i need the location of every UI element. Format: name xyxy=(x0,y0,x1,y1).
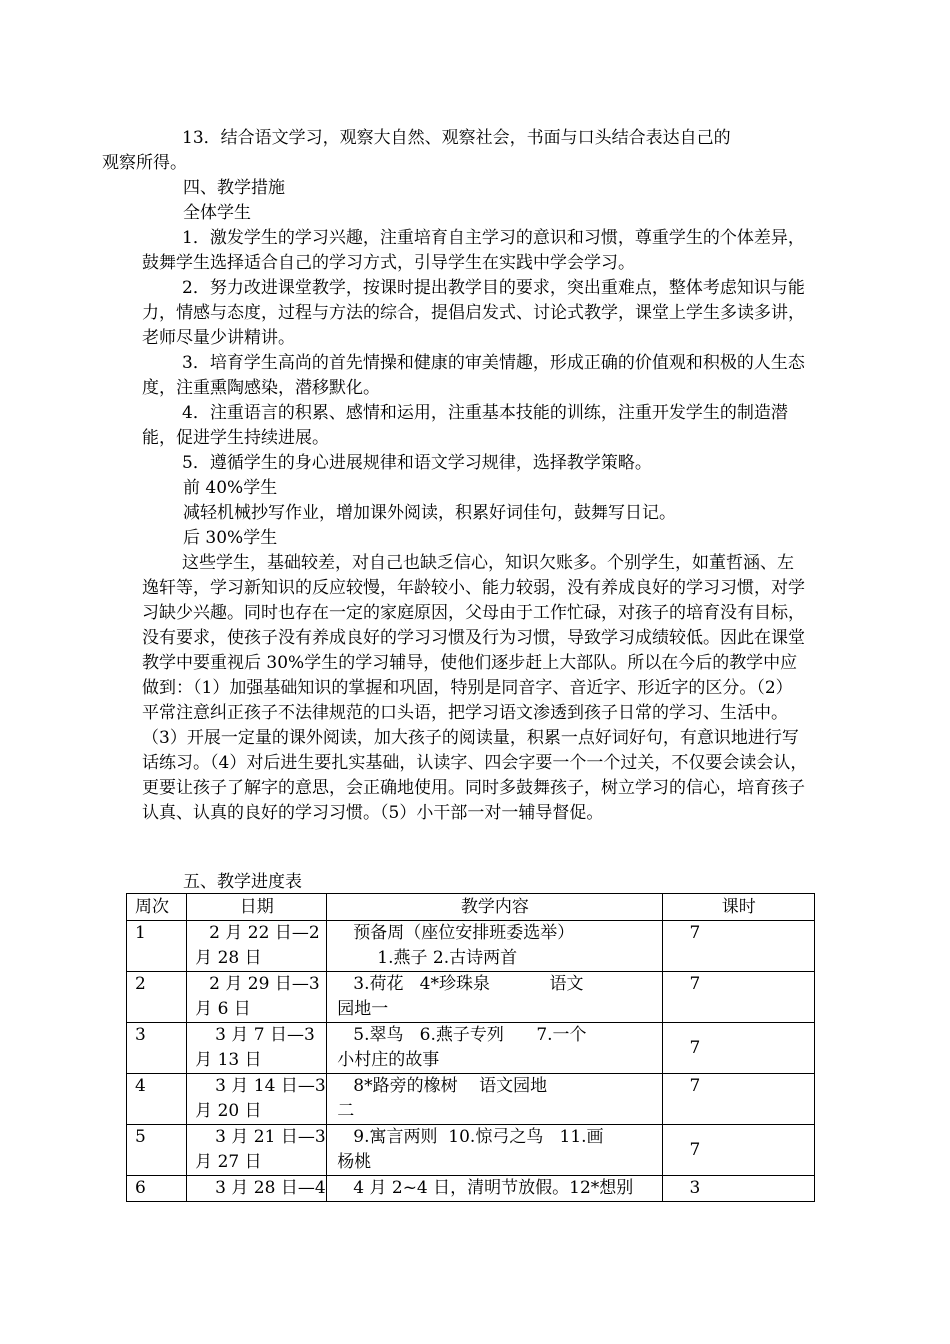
header-date: 日期 xyxy=(187,894,327,921)
content-line-1: 4 月 2~4 日，清明节放假。12*想别 xyxy=(353,1178,634,1198)
schedule-header-row xyxy=(127,894,815,921)
date-start: 2 月 22 日—2 xyxy=(209,923,320,943)
date-start: 3 月 14 日—3 xyxy=(215,1076,326,1096)
hours-cell: 7 xyxy=(663,921,815,972)
table-row xyxy=(127,972,815,1023)
date-end: 月 13 日 xyxy=(195,1050,262,1070)
date-cell xyxy=(187,1125,327,1176)
top-40-heading: 前 40%学生 xyxy=(183,478,278,498)
week-cell: 4 xyxy=(127,1074,187,1125)
hours-cell: 7 xyxy=(663,1074,815,1125)
measure-5: 5．遵循学生的身心进展规律和语文学习规律，选择教学策略。 xyxy=(182,453,652,473)
date-end: 月 20 日 xyxy=(195,1101,262,1121)
table-row xyxy=(127,1074,815,1125)
content-line-2: 二 xyxy=(337,1101,355,1121)
content-line-1: 预备周（座位安排班委选举） xyxy=(353,923,575,943)
bottom-30-heading: 后 30%学生 xyxy=(183,528,278,548)
content-line-1: 5.翠鸟 6.燕子专列 7.一个 xyxy=(353,1025,587,1045)
header-hours: 课时 xyxy=(663,894,815,921)
date-cell xyxy=(187,1176,327,1202)
week-cell: 3 xyxy=(127,1023,187,1074)
date-start: 3 月 7 日—3 xyxy=(215,1025,315,1045)
date-start: 2 月 29 日—3 xyxy=(209,974,320,994)
header-week: 周次 xyxy=(127,894,187,921)
measure-4: 4．注重语言的积累、感情和运用，注重基本技能的训练，注重开发学生的制造潜能，促进学生持续进展。 xyxy=(142,403,788,448)
date-cell xyxy=(187,1023,327,1074)
date-cell xyxy=(187,1074,327,1125)
table-row xyxy=(127,1176,815,1202)
content-cell xyxy=(327,921,663,972)
week-cell: 2 xyxy=(127,972,187,1023)
hours-cell: 3 xyxy=(663,1176,815,1202)
week-cell: 1 xyxy=(127,921,187,972)
hours-cell: 7 xyxy=(663,972,815,1023)
schedule-table xyxy=(126,893,815,1202)
table-row xyxy=(127,1125,815,1176)
all-students-heading: 全体学生 xyxy=(183,203,251,223)
content-line-1: 3.荷花 4*珍珠泉 语文 xyxy=(353,974,584,994)
table-row xyxy=(127,1023,815,1074)
top-40-text: 减轻机械抄写作业，增加课外阅读，积累好词佳句，鼓舞写日记。 xyxy=(183,503,676,523)
measure-3: 3．培育学生高尚的首先情操和健康的审美情趣，形成正确的价值观和积极的人生态度，注重熏陶感染，潜移默化。 xyxy=(142,353,805,398)
week-cell: 6 xyxy=(127,1176,187,1202)
content-line-2: 杨桃 xyxy=(337,1152,372,1172)
measure-2: 2．努力改进课堂教学，按课时提出教学目的要求，突出重难点，整体考虑知识与能力，情感与态度，过程与方法的综合，提倡启发式、讨论式教学，课堂上学生多读多讲，老师尽量少讲精讲。 xyxy=(142,278,805,348)
measure-1: 1．激发学生的学习兴趣，注重培育自主学习的意识和习惯，尊重学生的个体差异，鼓舞学生选择适合自己的学习方式，引导学生在实践中学会学习。 xyxy=(142,228,805,273)
content-cell xyxy=(327,1176,663,1202)
table-row xyxy=(127,921,815,972)
content-cell xyxy=(327,1074,663,1125)
section-5-title: 五、教学进度表 xyxy=(183,872,302,892)
content-line-2: 园地一 xyxy=(337,999,389,1019)
content-line-2: 小村庄的故事 xyxy=(337,1050,440,1070)
date-start: 3 月 21 日—3 xyxy=(215,1127,326,1147)
section-4-title: 四、教学措施 xyxy=(183,178,285,198)
date-start: 3 月 28 日—4 xyxy=(215,1178,326,1198)
paragraph-13-line2: 观察所得。 xyxy=(102,153,187,173)
week-cell: 5 xyxy=(127,1125,187,1176)
date-cell xyxy=(187,921,327,972)
date-end: 月 6 日 xyxy=(195,999,251,1019)
hours-cell: 7 xyxy=(663,1125,815,1176)
content-cell xyxy=(327,972,663,1023)
bottom-30-text: 这些学生，基础较差，对自己也缺乏信心，知识欠账多。个别学生，如董哲涵、左逸轩等，学习新知识的反应较慢，年龄较小、能力较弱，没有养成良好的学习习惯，对学习缺少兴趣。同时也存在一定的家庭原因，父母由于工作忙碌，对孩子的培育没有目标，没有要求，使孩子没有养成良好的学习习惯及行为习惯，导致学习成绩较低。因此在课堂教学中要重视后 30%学生的学习辅导，使他们逐步赶上大部队。所以在今后的教学中应做到：（1）加强基础知识的掌握和巩固，特别是同音字、音近字、形近字的区分。（2）平常注意纠正孩子不法律规范的口头语，把学习语文渗透到孩子日常的学习、生活中。（3）开展一定量的课外阅读，加大孩子的阅读量，积累一点好词好句，有意识地进行写话练习。（4）对后进生要扎实基础，认读字、四会字要一个一个过关，不仅要会读会认，更要让孩子了解字的意思，会正确地使用。同时多鼓舞孩子，树立学习的信心，培育孩子认真、认真的良好的学习习惯。（5）小干部一对一辅导督促。 xyxy=(142,553,808,823)
header-content: 教学内容 xyxy=(327,894,663,921)
date-end: 月 27 日 xyxy=(195,1152,262,1172)
hours-cell: 7 xyxy=(663,1023,815,1074)
date-cell xyxy=(187,972,327,1023)
paragraph-13 xyxy=(102,126,808,176)
content-line-1: 8*路旁的橡树 语文园地 xyxy=(353,1076,548,1096)
date-end: 月 28 日 xyxy=(195,948,262,968)
paragraph-13-line1: 13．结合语文学习，观察大自然、观察社会，书面与口头结合表达自己的 xyxy=(182,128,731,148)
content-line-1: 9.寓言两则 10.惊弓之鸟 11.画 xyxy=(353,1127,604,1147)
content-cell xyxy=(327,1023,663,1074)
content-line-2: 1.燕子 2.古诗两首 xyxy=(377,948,518,968)
content-cell xyxy=(327,1125,663,1176)
